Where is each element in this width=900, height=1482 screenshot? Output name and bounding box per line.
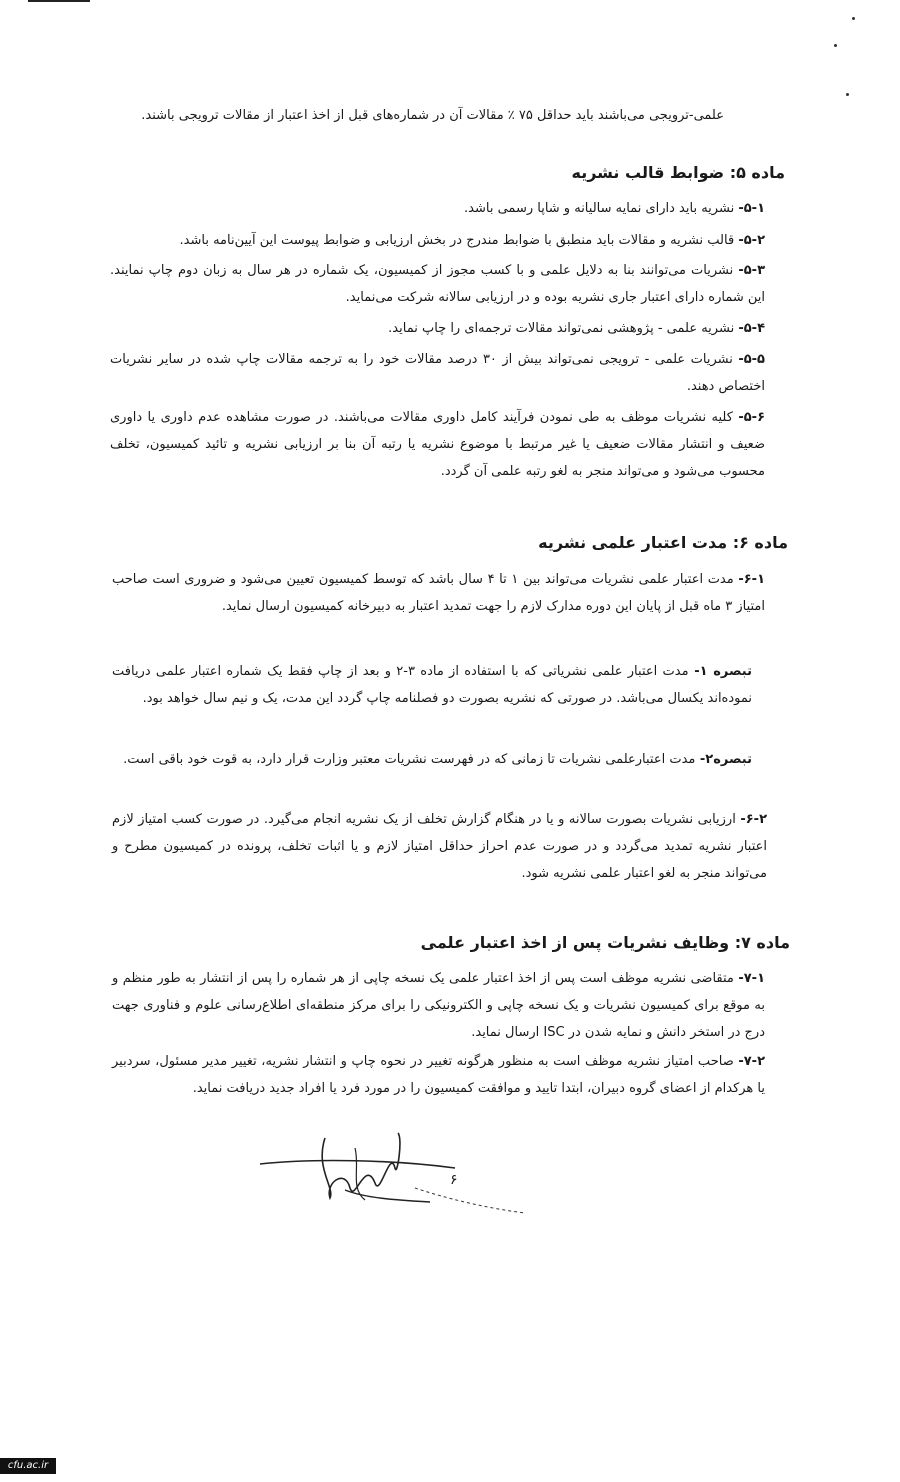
item-text: نشریه باید دارای نمایه سالیانه و شاپا رسمی باشد.: [464, 201, 739, 216]
article-5-item-5: [110, 346, 765, 400]
page-number: ۶: [450, 1172, 458, 1188]
article-6-note-2: [112, 746, 752, 773]
article-7-heading-block: [120, 930, 790, 956]
scan-dot: [846, 93, 849, 96]
article-7-title: ماده ۷: وظایف نشریات پس از اخذ اعتبار علمی: [420, 933, 790, 952]
item-number: ۷-۲-: [738, 1054, 765, 1069]
item-text: قالب نشریه و مقالات باید منطبق با ضوابط مندرج در بخش ارزیابی و ضوابط پیوست این آیین‌نامه باشد.: [179, 233, 739, 248]
item-text: صاحب امتیاز نشریه موظف است به منظور هرگونه تغییر در نحوه چاپ و انتشار نشریه، تغییر مدیر مسئول، سردبیر یا هرکدام از اعضای گروه دبیران، ابتدا تایید و موافقت کمیسیون را در مورد فرد یا افراد جدید دریافت نماید.: [112, 1054, 765, 1096]
article-6-heading-block: [120, 530, 788, 556]
article-7-item-2: [112, 1048, 765, 1102]
article-5-item-1: [110, 195, 765, 222]
item-text: نشریات می‌توانند بنا به دلایل علمی و با کسب مجوز از کمیسیون، یک شماره در هر سال به زبان دوم چاپ نمایند. این شماره دارای اعتبار جاری نشریه بوده و در ارزیابی سالانه شرکت می‌نماید.: [110, 263, 765, 305]
article-5-item-6: [110, 404, 765, 485]
item-number: ۵-۶-: [738, 410, 765, 425]
item-number: ۷-۱-: [738, 971, 765, 986]
item-number: ۵-۱-: [738, 201, 765, 216]
signature: [255, 1128, 535, 1228]
note-text: مدت اعتبارعلمی نشریات تا زمانی که در فهرست نشریات معتبر وزارت قرار دارد، به قوت خود باقی است.: [123, 752, 696, 767]
article-6-item-2: [112, 806, 767, 887]
item-number: ۵-۳-: [738, 263, 765, 278]
item-text: کلیه نشریات موظف به طی نمودن فرآیند کامل داوری مقالات می‌باشند. در صورت مشاهده عدم داوری یا داوری ضعیف و انتشار مقالات ضعیف یا غیر مرتبط با موضوع نشریه یا رتبه آن بنا بر ارزیابی نشریه و تائید کمیسیون، تخلف محسوب می‌شود و می‌تواند منجر به لغو رتبه علمی آن گردد.: [110, 410, 765, 479]
item-number: ۶-۱-: [738, 572, 766, 587]
item-text: متقاضی نشریه موظف است پس از اخذ اعتبار علمی یک نسخه چاپی از هر شماره را پس از انتشار به طور منظم و به موقع برای کمیسیون نشریات و یک نسخه چاپی و الکترونیکی را برای مرکز منطقه‌ای اطلاع‌رسانی علوم و فناوری جهت درج در استخر دانش و نمایه شدن در ISC ارسال نماید.: [112, 971, 765, 1040]
article-5-item-2: [110, 227, 765, 254]
item-number: ۵-۴-: [738, 321, 765, 336]
intro-paragraph: علمی-ترویجی می‌باشند باید حداقل ۷۵ ٪ مقالات آن در شماره‌های قبل از اخذ اعتبار از مقالات ترویجی باشند.: [141, 108, 724, 123]
article-6-item-1: [112, 566, 765, 620]
footer-logo: cfu.ac.ir: [0, 1458, 56, 1474]
item-text: نشریه علمی - پژوهشی نمی‌تواند مقالات ترجمه‌ای را چاپ نماید.: [388, 321, 739, 336]
note-label: تبصره ۱-: [688, 664, 752, 679]
item-text: ارزیابی نشریات بصورت سالانه و یا در هنگام گزارش تخلف از یک نشریه انجام می‌گیرد. در صورت کسب امتیاز لازم اعتبار نشریه تمدید می‌گردد و در صورت عدم احراز حداقل امتیاز لازم و یا اثبات تخلف، پرونده در کمیسیون مطرح و می‌تواند منجر به لغو اعتبار علمی نشریه شود.: [112, 812, 767, 881]
article-6-note-1: [112, 658, 752, 712]
item-text: نشریات علمی - ترویجی نمی‌تواند بیش از ۳۰ درصد مقالات خود را به ترجمه مقالات چاپ شده در سایر نشریات اختصاص دهند.: [110, 352, 765, 394]
article-5-heading-block: [120, 160, 785, 186]
article-5-item-3: [110, 257, 765, 311]
item-number: ۶-۲-: [740, 812, 767, 827]
article-7-item-1: [112, 965, 765, 1046]
article-5-item-4: [110, 315, 765, 342]
article-5-title: ماده ۵: ضوابط قالب نشریه: [571, 163, 785, 182]
scan-dot: [852, 17, 855, 20]
intro-block: [112, 102, 724, 129]
note-label: تبصره۲-: [695, 752, 752, 767]
item-number: ۵-۵-: [738, 352, 765, 367]
top-border-line: [28, 0, 90, 2]
item-number: ۵-۲-: [738, 233, 765, 248]
scan-dot: [834, 44, 837, 47]
note-text: مدت اعتبار علمی نشریاتی که با استفاده از ماده ۳-۲ و بعد از چاپ فقط یک شماره اعتبار علمی دریافت نموده‌اند یکسال می‌باشد. در صورتی که نشریه بصورت دو فصلنامه چاپ گردد این مدت، یک و نیم سال خواهد بود.: [112, 664, 752, 706]
article-6-title: ماده ۶: مدت اعتبار علمی نشریه: [538, 533, 788, 552]
item-text: مدت اعتبار علمی نشریات می‌تواند بین ۱ تا ۴ سال باشد که توسط کمیسیون تعیین می‌شود و ضروری است صاحب امتیاز ۳ ماه قبل از پایان این دوره مدارک لازم را جهت تمدید اعتبار به دبیرخانه کمیسیون ارسال نماید.: [112, 572, 765, 614]
